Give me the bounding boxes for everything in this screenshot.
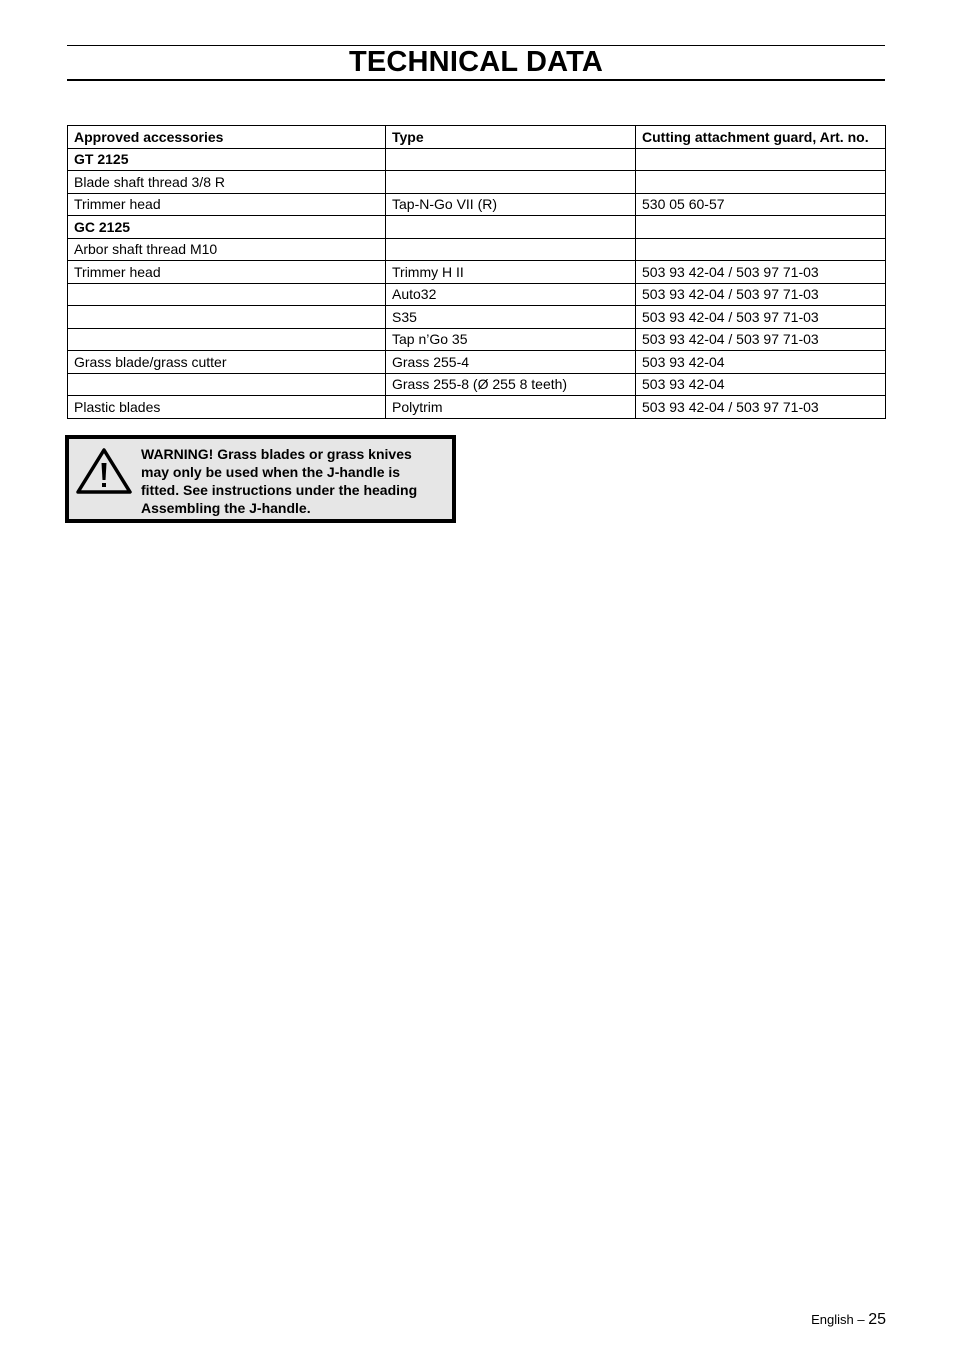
table-row xyxy=(68,351,886,374)
cell-type: Tap-N-Go VII (R) xyxy=(386,193,636,216)
cell-art-no xyxy=(636,238,886,261)
cell-art-no xyxy=(636,216,886,239)
cell-accessory: Trimmer head xyxy=(68,193,386,216)
cell-type xyxy=(386,238,636,261)
cell-accessory: GT 2125 xyxy=(68,148,386,171)
footer-language: English xyxy=(811,1312,854,1327)
cell-accessory: GC 2125 xyxy=(68,216,386,239)
page-title: TECHNICAL DATA xyxy=(348,46,604,78)
cell-art-no: 503 93 42-04 / 503 97 71-03 xyxy=(636,328,886,351)
table-row xyxy=(68,238,886,261)
table-row xyxy=(68,373,886,396)
cell-art-no: 503 93 42-04 xyxy=(636,351,886,374)
table-header-row xyxy=(68,126,886,149)
table-row xyxy=(68,148,886,171)
cell-art-no: 503 93 42-04 / 503 97 71-03 xyxy=(636,306,886,329)
cell-type xyxy=(386,148,636,171)
table-row xyxy=(68,193,886,216)
cell-accessory: Arbor shaft thread M10 xyxy=(68,238,386,261)
cell-type: Grass 255-4 xyxy=(386,351,636,374)
cell-type xyxy=(386,171,636,194)
cell-type xyxy=(386,216,636,239)
accessories-table xyxy=(67,125,886,419)
table-row xyxy=(68,171,886,194)
cell-art-no: 503 93 42-04 / 503 97 71-03 xyxy=(636,283,886,306)
table-row xyxy=(68,396,886,419)
cell-accessory: Plastic blades xyxy=(68,396,386,419)
cell-type: Tap n’Go 35 xyxy=(386,328,636,351)
footer-separator: – xyxy=(857,1312,865,1327)
table-row xyxy=(68,283,886,306)
column-header-guard-art-no: Cutting attachment guard, Art. no. xyxy=(636,126,886,149)
cell-art-no: 530 05 60-57 xyxy=(636,193,886,216)
cell-art-no: 503 93 42-04 / 503 97 71-03 xyxy=(636,261,886,284)
cell-art-no xyxy=(636,171,886,194)
cell-type: Trimmy H II xyxy=(386,261,636,284)
table-row xyxy=(68,216,886,239)
cell-art-no: 503 93 42-04 xyxy=(636,373,886,396)
warning-box xyxy=(65,435,456,523)
table-body xyxy=(68,148,886,418)
cell-art-no xyxy=(636,148,886,171)
cell-accessory: Grass blade/grass cutter xyxy=(68,351,386,374)
cell-accessory xyxy=(68,283,386,306)
column-header-approved-accessories: Approved accessories xyxy=(68,126,386,149)
table-row xyxy=(68,328,886,351)
column-header-type: Type xyxy=(386,126,636,149)
cell-type: Auto32 xyxy=(386,283,636,306)
page-header xyxy=(67,45,885,81)
table-row xyxy=(68,306,886,329)
cell-type: S35 xyxy=(386,306,636,329)
warning-text: WARNING! Grass blades or grass knives may only be used when the J-handle is fitted. See instructions under the heading Assembling the J-handle. xyxy=(141,446,418,516)
cell-accessory: Blade shaft thread 3/8 R xyxy=(68,171,386,194)
cell-accessory xyxy=(68,306,386,329)
page-number: 25 xyxy=(868,1311,886,1328)
page-footer xyxy=(811,1311,886,1329)
cell-accessory xyxy=(68,328,386,351)
cell-accessory: Trimmer head xyxy=(68,261,386,284)
cell-type: Grass 255-8 (Ø 255 8 teeth) xyxy=(386,373,636,396)
table-row xyxy=(68,261,886,284)
cell-accessory xyxy=(68,373,386,396)
warning-triangle-icon xyxy=(75,447,133,495)
cell-type: Polytrim xyxy=(386,396,636,419)
cell-art-no: 503 93 42-04 / 503 97 71-03 xyxy=(636,396,886,419)
